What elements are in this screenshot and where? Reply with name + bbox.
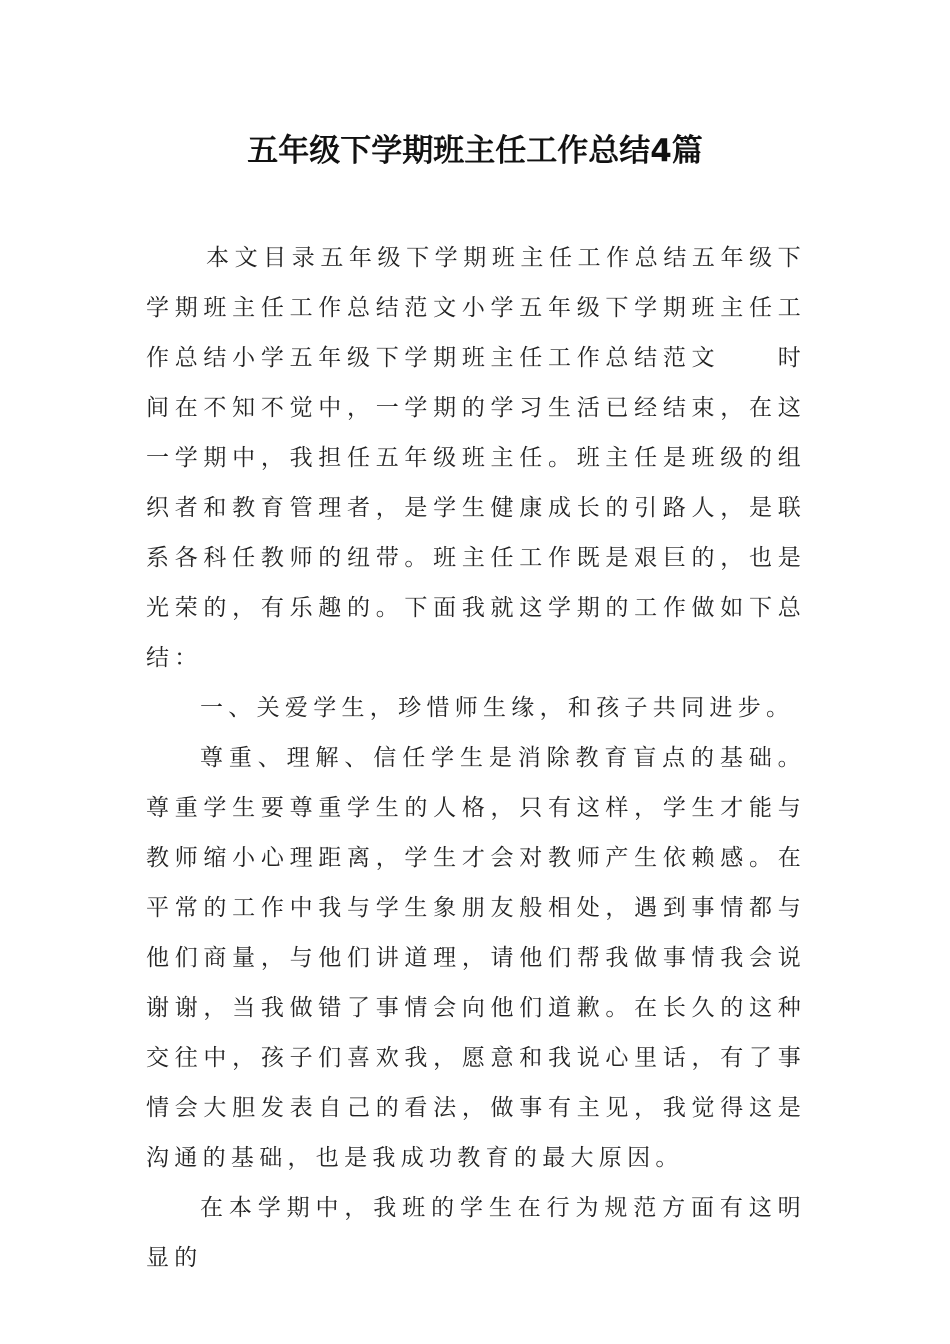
paragraph-respect: 尊重、理解、信任学生是消除教育盲点的基础。尊重学生要尊重学生的人格，只有这样，学生才能与教师缩小心理距离，学生才会对教师产生依赖感。在平常的工作中我与学生象朋友般相处，遇到事情都与他们商量，与他们讲道理，请他们帮我做事情我会说谢谢，当我做错了事情会向他们道歉。在长久的这种交往中，孩子们喜欢我，愿意和我说心里话，有了事情会大胆发表自己的看法，做事有主见，我觉得这是沟通的基础，也是我成功教育的最大原因。: [146, 745, 806, 1171]
paragraph-section-heading: 一、关爱学生，珍惜师生缘，和孩子共同进步。: [200, 695, 795, 721]
paragraph-behavior: 在本学期中，我班的学生在行为规范方面有这明显的: [146, 1195, 806, 1271]
document-body: [146, 233, 806, 1283]
document-title: 五年级下学期班主任工作总结4篇: [247, 133, 703, 169]
paragraph-intro: 本文目录五年级下学期班主任工作总结五年级下学期班主任工作总结范文小学五年级下学期班主任工作总结小学五年级下学期班主任工作总结范文 时间在不知不觉中，一学期的学习生活已经结束，在这一学期中，我担任五年级班主任。班主任是班级的组织者和教育管理者，是学生健康成长的引路人，是联系各科任教师的纽带。班主任工作既是艰巨的，也是光荣的，有乐趣的。下面我就这学期的工作做如下总结：: [146, 245, 806, 671]
